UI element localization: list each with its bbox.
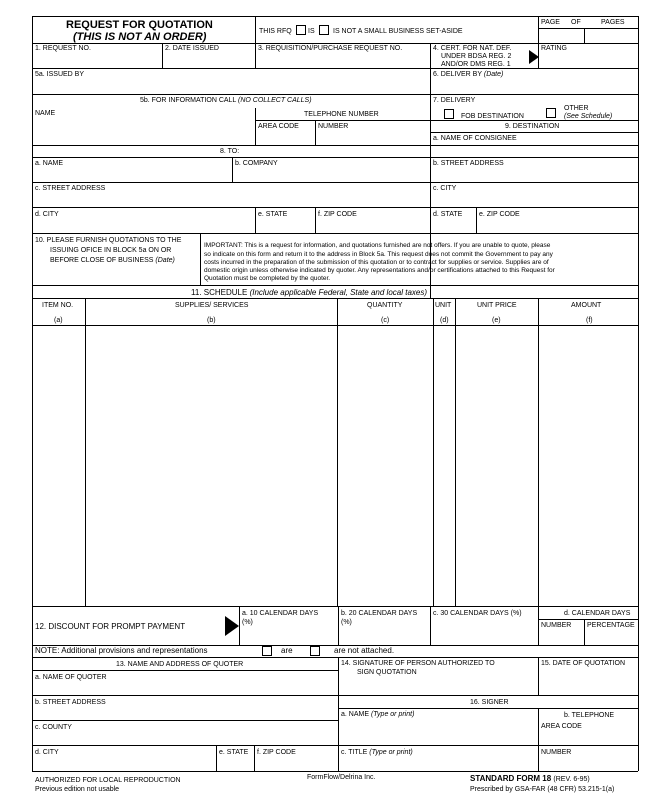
cert-line3: AND/OR DMS REG. 1 (441, 61, 511, 68)
important-line5: Quotation must be completed by the quoter. (204, 275, 331, 282)
rule (255, 16, 256, 43)
signature-label-line2: SIGN QUOTATION (357, 669, 417, 676)
rule (337, 298, 338, 606)
rule (239, 606, 240, 645)
dest-street-label: b. STREET ADDRESS (433, 160, 504, 167)
col-supplies-letter: (b) (207, 317, 216, 324)
form-subtitle: (THIS IS NOT AN ORDER) (73, 31, 207, 43)
quoter-state-label: e. STATE (219, 749, 249, 756)
col-unit: UNIT (435, 302, 452, 309)
prescribed-text: Prescribed by GSA-FAR (48 CFR) 53.215-1(a) (470, 786, 615, 793)
rule (32, 670, 338, 671)
cert-line2: UNDER BDSA REG. 2 (441, 53, 512, 60)
rule (32, 43, 638, 44)
rule (638, 16, 639, 771)
col-supplies: SUPPLIES/ SERVICES (175, 302, 249, 309)
schedule-title: 11. SCHEDULE (Include applicable Federal, State and local taxes) (191, 288, 427, 297)
fob-label: FOB DESTINATION (461, 113, 524, 120)
rule (315, 120, 316, 145)
discount-a-label: a. 10 CALENDAR DAYS (242, 610, 319, 617)
delivery-label: 7. DELIVERY (433, 97, 476, 104)
col-unit-price: UNIT PRICE (477, 302, 517, 309)
rule (315, 207, 316, 233)
rule (255, 43, 256, 68)
rule (32, 145, 638, 146)
rule (32, 182, 638, 183)
quoter-street-label: b. STREET ADDRESS (35, 699, 106, 706)
rule (32, 207, 638, 208)
fob-checkbox[interactable] (444, 109, 454, 119)
rating-label: RATING (541, 45, 567, 52)
request-no-label: 1. REQUEST NO. (35, 45, 91, 52)
rule (200, 233, 201, 285)
dest-zip-label: e. ZIP CODE (479, 211, 520, 218)
note-text: NOTE: Additional provisions and representations (35, 646, 208, 655)
form-title: REQUEST FOR QUOTATION (66, 19, 213, 31)
col-unit-price-letter: (e) (492, 317, 501, 324)
signer-label: 16. SIGNER (470, 699, 509, 706)
signer-number-label: NUMBER (541, 749, 572, 756)
arrow-right-icon (225, 616, 239, 636)
not-attached-checkbox[interactable] (310, 646, 320, 656)
quotation-date-label: 15. DATE OF QUOTATION (541, 660, 626, 667)
discount-b-label: b. 20 CALENDAR DAYS (341, 610, 418, 617)
standard-form-label: STANDARD FORM 18 (REV. 6-95) (470, 774, 590, 783)
page-label: PAGE (541, 19, 560, 26)
rule (430, 157, 638, 158)
of-label: OF (571, 19, 581, 26)
issued-by-label: 5a. ISSUED BY (35, 71, 85, 78)
rule (476, 207, 477, 233)
signer-area-code-label: AREA CODE (541, 723, 582, 730)
discount-number-label: NUMBER (541, 622, 572, 629)
area-code-label: AREA CODE (258, 123, 299, 130)
rule (32, 298, 638, 299)
to-city-label: d. CITY (35, 211, 59, 218)
rule (254, 745, 255, 771)
consignee-label: a. NAME OF CONSIGNEE (433, 135, 517, 142)
col-item-letter: (a) (54, 317, 63, 324)
rule (538, 28, 638, 29)
rule (538, 298, 539, 606)
to-state-label: e. STATE (258, 211, 288, 218)
col-unit-letter: (d) (440, 317, 449, 324)
rule (32, 771, 638, 772)
previous-edition-text: Previous edition not usable (35, 786, 120, 793)
signer-name-label: a. NAME (Type or print) (341, 711, 415, 718)
rule (584, 619, 585, 645)
rule (32, 68, 638, 69)
this-rfq-label: THIS RFQ (259, 28, 292, 35)
dest-state-label: d. STATE (433, 211, 463, 218)
rule (32, 16, 33, 771)
quoter-title: 13. NAME AND ADDRESS OF QUOTER (116, 661, 244, 668)
rule (338, 708, 638, 709)
rule (338, 606, 339, 645)
are-label: are (281, 646, 293, 655)
destination-label: 9. DESTINATION (505, 123, 560, 130)
discount-label: 12. DISCOUNT FOR PROMPT PAYMENT (35, 622, 186, 631)
discount-a-pct: (%) (242, 619, 253, 626)
important-line3: costs incurred in the preparation of the submission of this quotation or to contract for supplies or service. Supplies are of (204, 259, 549, 266)
cert-line1: 4. CERT. FOR NAT. DEF. (433, 45, 512, 52)
rule (538, 619, 638, 620)
quoter-name-label: a. NAME OF QUOTER (35, 674, 107, 681)
discount-c-label: c. 30 CALENDAR DAYS (%) (433, 610, 522, 617)
signer-telephone-label: b. TELEPHONE (564, 712, 615, 719)
rule (538, 606, 539, 645)
block10-line2: ISSUING OFICE IN BLOCK 5a ON OR (50, 247, 172, 254)
rule (32, 745, 638, 746)
deliver-by-label: 6. DELIVER BY (Date) (433, 71, 504, 78)
to-zip-label: f. ZIP CODE (318, 211, 357, 218)
rule (32, 720, 338, 721)
discount-percentage-label: PERCENTAGE (587, 622, 635, 629)
col-quantity: QUANTITY (367, 302, 403, 309)
is-label: IS (308, 28, 315, 35)
number-label: NUMBER (318, 123, 349, 130)
rule (430, 606, 431, 645)
dest-city-label: c. CITY (433, 185, 457, 192)
col-quantity-letter: (c) (381, 317, 390, 324)
name-label: NAME (35, 110, 56, 117)
rule (538, 657, 539, 695)
quoter-county-label: c. COUNTY (35, 724, 72, 731)
rule (232, 157, 233, 182)
quoter-city-label: d. CITY (35, 749, 59, 756)
signer-title-label: c. TITLE (Type or print) (341, 749, 413, 756)
col-item-no: ITEM NO. (42, 302, 74, 309)
important-line1: IMPORTANT: This is a request for information, and quotations furnished are not offers. If you are unable to quote, please (204, 242, 551, 249)
quoter-zip-label: f. ZIP CODE (257, 749, 296, 756)
rule (32, 325, 638, 326)
other-checkbox[interactable] (546, 108, 556, 118)
telephone-label: TELEPHONE NUMBER (304, 111, 379, 118)
is-not-checkbox[interactable] (319, 25, 329, 35)
rule (32, 94, 638, 95)
to-label: 8. TO: (220, 148, 240, 155)
rule (455, 298, 456, 606)
info-call-label: 5b. FOR INFORMATION CALL (NO COLLECT CALLS) (140, 97, 312, 104)
arrow-right-icon (529, 50, 539, 64)
rule (338, 657, 339, 771)
rule (32, 695, 638, 696)
pages-label: PAGES (601, 19, 625, 26)
is-checkbox[interactable] (296, 25, 306, 35)
rule (162, 43, 163, 68)
rule (584, 28, 585, 43)
authorized-text: AUTHORIZED FOR LOCAL REPRODUCTION (35, 777, 181, 784)
formflow-text: FormFlow/Delrina Inc. (307, 774, 376, 781)
see-schedule-label: (See Schedule) (564, 113, 613, 120)
rule (433, 298, 434, 606)
important-line2: so indicate on this form and return it to the address in Block 5a. This request does not commit the Government to pay any (204, 251, 553, 258)
rule (430, 132, 638, 133)
rule (32, 157, 430, 158)
discount-d-label: d. CALENDAR DAYS (564, 610, 631, 617)
rule (32, 233, 638, 234)
not-attached-label: are not attached. (334, 646, 395, 655)
other-label: OTHER (564, 105, 589, 112)
rule (32, 16, 638, 17)
col-amount-letter: (f) (586, 317, 593, 324)
to-name-label: a. NAME (35, 160, 64, 167)
rule (538, 708, 539, 771)
col-amount: AMOUNT (571, 302, 602, 309)
block10-line3: BEFORE CLOSE OF BUSINESS (Date) (50, 257, 175, 264)
to-street-label: c. STREET ADDRESS (35, 185, 106, 192)
discount-b-pct: (%) (341, 619, 352, 626)
important-line4: domestic origin unless otherwise indicated by quoter. Any representations and/or certifications attached to this Request for (204, 267, 555, 274)
date-issued-label: 2. DATE ISSUED (165, 45, 219, 52)
rule (32, 606, 638, 607)
attached-checkbox[interactable] (262, 646, 272, 656)
rule (216, 745, 217, 771)
rule (32, 285, 638, 286)
rule (255, 108, 256, 145)
set-aside-label: IS NOT A SMALL BUSINESS SET-ASIDE (333, 28, 463, 35)
rule (255, 120, 430, 121)
rule (32, 657, 638, 658)
signature-label-line1: 14. SIGNATURE OF PERSON AUTHORIZED TO (341, 660, 495, 667)
rule (255, 207, 256, 233)
requisition-label: 3. REQUISITION/PURCHASE REQUEST NO. (258, 45, 403, 52)
company-label: b. COMPANY (235, 160, 278, 167)
rule (85, 298, 86, 606)
block10-line1: 10. PLEASE FURNISH QUOTATIONS TO THE (35, 237, 182, 244)
